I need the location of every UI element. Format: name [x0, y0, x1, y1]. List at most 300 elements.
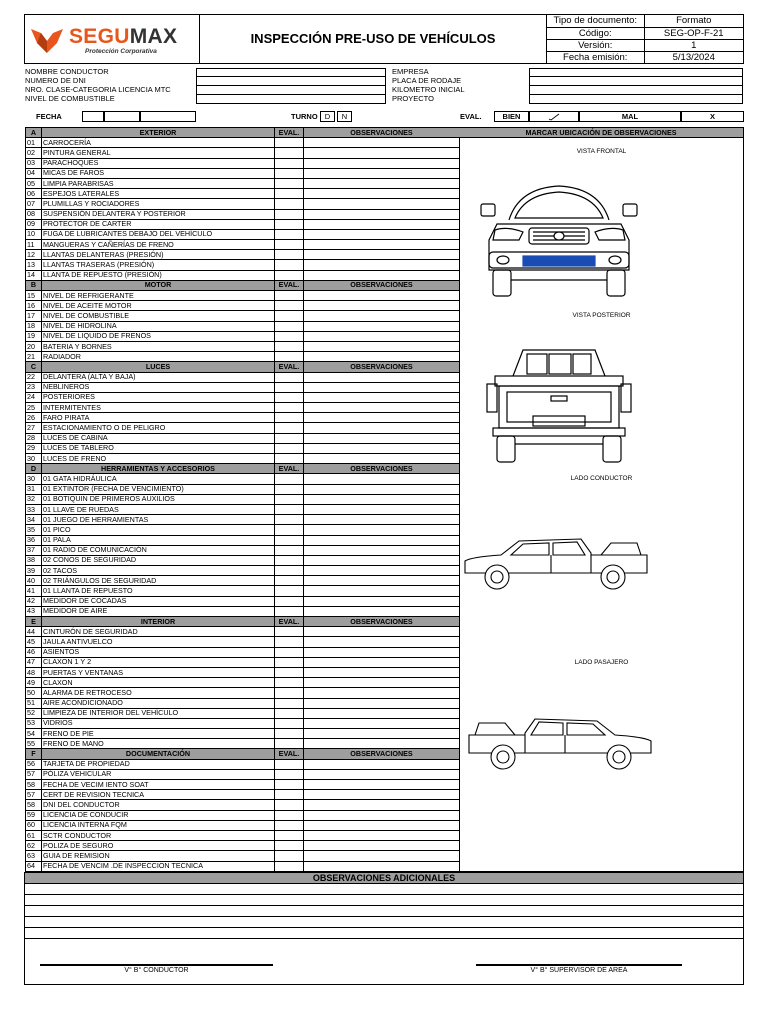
item-eval-cell[interactable]: [275, 209, 304, 219]
checklist-row: [26, 168, 460, 178]
section-header: [26, 749, 460, 759]
item-number: 28: [26, 433, 42, 443]
shift-night-box[interactable]: N: [337, 111, 352, 122]
item-number: 58: [26, 800, 42, 810]
item-observation-cell[interactable]: [304, 372, 460, 382]
item-observation-cell[interactable]: [304, 627, 460, 637]
item-number: 32: [26, 494, 42, 504]
vehicle-diagram-panel[interactable]: [459, 127, 744, 872]
checklist-row: [26, 790, 460, 800]
passenger-side-truck-icon[interactable]: [465, 713, 655, 775]
item-number: 13: [26, 260, 42, 270]
item-eval-cell[interactable]: [275, 413, 304, 423]
item-eval-cell[interactable]: [275, 566, 304, 576]
item-eval-cell[interactable]: [275, 657, 304, 667]
checklist-row: [26, 331, 460, 341]
section-header: [26, 362, 460, 372]
item-number: 42: [26, 596, 42, 606]
meta-row: Fecha emisión: 5/13/2024: [547, 51, 743, 63]
item-observation-cell[interactable]: [304, 199, 460, 209]
item-number: 19: [26, 331, 42, 341]
item-observation-cell[interactable]: [304, 423, 460, 433]
item-number: 59: [26, 810, 42, 820]
item-eval-cell[interactable]: [275, 535, 304, 545]
item-number: 18: [26, 321, 42, 331]
item-observation-cell[interactable]: [304, 729, 460, 739]
item-number: 54: [26, 729, 42, 739]
checklist-row: [26, 698, 460, 708]
item-eval-cell[interactable]: [275, 647, 304, 657]
item-observation-cell[interactable]: [304, 606, 460, 616]
item-number: 26: [26, 413, 42, 423]
item-observation-cell[interactable]: [304, 688, 460, 698]
item-observation-cell[interactable]: [304, 250, 460, 260]
item-eval-cell[interactable]: [275, 780, 304, 790]
item-number: 30: [26, 474, 42, 484]
item-eval-cell[interactable]: [275, 637, 304, 647]
item-number: 14: [26, 270, 42, 280]
item-observation-cell[interactable]: [304, 780, 460, 790]
item-description: POLIZA DE SEGURO: [42, 841, 275, 851]
item-description: CARROCERÍA: [42, 138, 275, 148]
item-number: 08: [26, 209, 42, 219]
item-observation-cell[interactable]: [304, 331, 460, 341]
item-eval-cell[interactable]: [275, 219, 304, 229]
item-description: VIDRIOS: [42, 718, 275, 728]
date-day-field[interactable]: [82, 111, 104, 122]
checklist-row: [26, 474, 460, 484]
license-field[interactable]: [196, 86, 386, 95]
item-eval-cell[interactable]: [275, 423, 304, 433]
checklist-row: [26, 321, 460, 331]
item-description: 02 CONOS DE SEGURIDAD: [42, 555, 275, 565]
item-number: 47: [26, 657, 42, 667]
item-observation-cell[interactable]: [304, 168, 460, 178]
item-observation-cell[interactable]: [304, 739, 460, 749]
item-eval-cell[interactable]: [275, 739, 304, 749]
rear-view-truck-icon[interactable]: [483, 346, 633, 466]
eval-bad-box[interactable]: X: [681, 111, 744, 122]
section-letter: B: [26, 280, 42, 290]
item-number: 41: [26, 586, 42, 596]
item-observation-cell[interactable]: [304, 504, 460, 514]
item-description: LIMPIEZA DE INTERIOR DEL VEHÍCULO: [42, 708, 275, 718]
item-number: 44: [26, 627, 42, 637]
item-description: FRENO DE MANO: [42, 739, 275, 749]
eval-bad-label: MAL: [579, 111, 681, 122]
item-number: 60: [26, 820, 42, 830]
item-eval-cell[interactable]: [275, 138, 304, 148]
checklist-row: [26, 138, 460, 148]
checklist-row: [26, 454, 460, 464]
item-description: PLUMILLAS Y ROCIADORES: [42, 199, 275, 209]
section-header: [26, 464, 460, 474]
checklist-row: [26, 708, 460, 718]
checklist-row: [26, 586, 460, 596]
dni-field[interactable]: [196, 77, 386, 86]
item-description: SUSPENSIÓN DELANTERA Y POSTERIOR: [42, 209, 275, 219]
item-number: 25: [26, 403, 42, 413]
item-observation-cell[interactable]: [304, 382, 460, 392]
item-observation-cell[interactable]: [304, 189, 460, 199]
item-eval-cell[interactable]: [275, 454, 304, 464]
item-description: AIRE ACONDICIONADO: [42, 698, 275, 708]
shift-day-box[interactable]: D: [320, 111, 335, 122]
item-observation-cell[interactable]: [304, 484, 460, 494]
item-eval-cell[interactable]: [275, 698, 304, 708]
item-eval-cell[interactable]: [275, 596, 304, 606]
item-number: 63: [26, 851, 42, 861]
item-description: FARO PIRATA: [42, 413, 275, 423]
item-observation-cell[interactable]: [304, 209, 460, 219]
item-observation-cell[interactable]: [304, 229, 460, 239]
item-observation-cell[interactable]: [304, 148, 460, 158]
item-description: 02 TACOS: [42, 566, 275, 576]
item-number: 57: [26, 790, 42, 800]
vehicle-info-fields[interactable]: [529, 68, 743, 104]
item-eval-cell[interactable]: [275, 790, 304, 800]
item-eval-cell[interactable]: [275, 494, 304, 504]
item-number: 45: [26, 637, 42, 647]
driver-side-truck-icon[interactable]: [461, 533, 651, 595]
item-eval-cell[interactable]: [275, 372, 304, 382]
item-eval-cell[interactable]: [275, 708, 304, 718]
item-observation-cell[interactable]: [304, 525, 460, 535]
item-number: 29: [26, 443, 42, 453]
checklist-row: [26, 209, 460, 219]
item-observation-cell[interactable]: [304, 566, 460, 576]
item-observation-cell[interactable]: [304, 820, 460, 830]
item-observation-cell[interactable]: [304, 158, 460, 168]
item-observation-cell[interactable]: [304, 790, 460, 800]
item-description: FECHA DE VECIM IENTO SOAT: [42, 780, 275, 790]
item-description: LICENCIA DE CONDUCIR: [42, 810, 275, 820]
item-description: 01 PICO: [42, 525, 275, 535]
item-observation-cell[interactable]: [304, 851, 460, 861]
item-observation-cell[interactable]: [304, 291, 460, 301]
item-observation-cell[interactable]: [304, 647, 460, 657]
section-letter: D: [26, 464, 42, 474]
item-eval-cell[interactable]: [275, 484, 304, 494]
item-observation-cell[interactable]: [304, 515, 460, 525]
checklist-row: [26, 688, 460, 698]
item-observation-cell[interactable]: [304, 219, 460, 229]
item-observation-cell[interactable]: [304, 352, 460, 362]
item-eval-cell[interactable]: [275, 545, 304, 555]
item-observation-cell[interactable]: [304, 474, 460, 484]
item-observation-cell[interactable]: [304, 260, 460, 270]
item-observation-cell[interactable]: [304, 403, 460, 413]
item-observation-cell[interactable]: [304, 861, 460, 871]
meta-row: Código: SEG-OP-F-21: [547, 27, 743, 39]
check-mark-icon: [547, 113, 561, 121]
item-description: PINTURA GENERAL: [42, 148, 275, 158]
item-description: PUERTAS Y VENTANAS: [42, 667, 275, 677]
item-eval-cell[interactable]: [275, 515, 304, 525]
item-description: MANGUERAS Y CAÑERÍAS DE FRENO: [42, 240, 275, 250]
item-observation-cell[interactable]: [304, 321, 460, 331]
item-observation-cell[interactable]: [304, 769, 460, 779]
brand-tagline: Protección Corporativa: [85, 48, 157, 55]
item-observation-cell[interactable]: [304, 494, 460, 504]
item-eval-cell[interactable]: [275, 841, 304, 851]
item-observation-cell[interactable]: [304, 830, 460, 840]
driver-signature-line[interactable]: V° B° CONDUCTOR: [40, 964, 273, 976]
item-eval-cell[interactable]: [275, 504, 304, 514]
item-number: 57: [26, 769, 42, 779]
item-number: 39: [26, 566, 42, 576]
item-number: 11: [26, 240, 42, 250]
item-observation-cell[interactable]: [304, 545, 460, 555]
item-eval-cell[interactable]: [275, 189, 304, 199]
item-description: RADIADOR: [42, 352, 275, 362]
item-observation-cell[interactable]: [304, 657, 460, 667]
item-eval-cell[interactable]: [275, 352, 304, 362]
item-number: 23: [26, 382, 42, 392]
meta-row: Versión: 1: [547, 39, 743, 51]
km-field[interactable]: [529, 86, 743, 95]
item-description: CLAXON 1 Y 2: [42, 657, 275, 667]
front-view-truck-icon[interactable]: [479, 180, 639, 298]
item-number: 34: [26, 515, 42, 525]
item-number: 12: [26, 250, 42, 260]
page-title: INSPECCIÓN PRE-USO DE VEHÍCULOS: [200, 15, 547, 63]
item-observation-cell[interactable]: [304, 392, 460, 402]
item-eval-cell[interactable]: [275, 810, 304, 820]
item-observation-cell[interactable]: [304, 240, 460, 250]
item-eval-cell[interactable]: [275, 667, 304, 677]
eval-column-header: EVAL.: [275, 464, 304, 474]
item-observation-cell[interactable]: [304, 718, 460, 728]
item-observation-cell[interactable]: [304, 555, 460, 565]
item-eval-cell[interactable]: [275, 229, 304, 239]
item-number: 03: [26, 158, 42, 168]
checklist-row: [26, 484, 460, 494]
item-eval-cell[interactable]: [275, 382, 304, 392]
checklist-row: [26, 392, 460, 402]
item-observation-cell[interactable]: [304, 454, 460, 464]
checklist-row: [26, 504, 460, 514]
checklist-row: [26, 158, 460, 168]
checklist-row: [26, 301, 460, 311]
checklist-row: [26, 637, 460, 647]
item-eval-cell[interactable]: [275, 718, 304, 728]
item-eval-cell[interactable]: [275, 586, 304, 596]
item-eval-cell[interactable]: [275, 168, 304, 178]
item-description: MEDIDOR DE COCADAS: [42, 596, 275, 606]
item-number: 38: [26, 555, 42, 565]
eval-column-header: EVAL.: [275, 749, 304, 759]
item-eval-cell[interactable]: [275, 301, 304, 311]
segumax-logo-icon: [31, 27, 63, 53]
checklist-row: [26, 627, 460, 637]
checklist-row: [26, 657, 460, 667]
item-eval-cell[interactable]: [275, 576, 304, 586]
date-month-field[interactable]: [104, 111, 140, 122]
item-eval-cell[interactable]: [275, 525, 304, 535]
eval-label: EVAL.: [460, 112, 482, 121]
item-eval-cell[interactable]: [275, 820, 304, 830]
item-observation-cell[interactable]: [304, 138, 460, 148]
item-eval-cell[interactable]: [275, 392, 304, 402]
item-observation-cell[interactable]: [304, 759, 460, 769]
item-observation-cell[interactable]: [304, 433, 460, 443]
item-eval-cell[interactable]: [275, 769, 304, 779]
item-eval-cell[interactable]: [275, 729, 304, 739]
project-field[interactable]: [529, 95, 743, 104]
item-description: DELANTERA (ALTA Y BAJA): [42, 372, 275, 382]
item-number: 33: [26, 504, 42, 514]
item-eval-cell[interactable]: [275, 321, 304, 331]
item-observation-cell[interactable]: [304, 178, 460, 188]
item-number: 15: [26, 291, 42, 301]
driver-side-label: LADO CONDUCTOR: [570, 475, 633, 482]
item-description: CLAXON: [42, 678, 275, 688]
item-eval-cell[interactable]: [275, 331, 304, 341]
item-observation-cell[interactable]: [304, 800, 460, 810]
item-eval-cell[interactable]: [275, 800, 304, 810]
item-number: 43: [26, 606, 42, 616]
item-observation-cell[interactable]: [304, 443, 460, 453]
item-description: 01 LLANTA DE REPUESTO: [42, 586, 275, 596]
item-eval-cell[interactable]: [275, 861, 304, 871]
item-eval-cell[interactable]: [275, 688, 304, 698]
item-eval-cell[interactable]: [275, 250, 304, 260]
item-number: 55: [26, 739, 42, 749]
item-number: 17: [26, 311, 42, 321]
item-number: 46: [26, 647, 42, 657]
item-number: 61: [26, 830, 42, 840]
item-number: 49: [26, 678, 42, 688]
section-title: MOTOR: [42, 280, 275, 290]
item-eval-cell[interactable]: [275, 851, 304, 861]
item-number: 52: [26, 708, 42, 718]
checklist-row: [26, 341, 460, 351]
checklist-row: [26, 769, 460, 779]
item-description: LICENCIA INTERNA FQM: [42, 820, 275, 830]
checklist-row: [26, 545, 460, 555]
item-observation-cell[interactable]: [304, 576, 460, 586]
item-number: 04: [26, 168, 42, 178]
plate-field[interactable]: [529, 77, 743, 86]
item-description: ESPEJOS LATERALES: [42, 189, 275, 199]
checklist-row: [26, 352, 460, 362]
item-number: 01: [26, 138, 42, 148]
supervisor-signature-line[interactable]: V° B° SUPERVISOR DE AREA: [476, 964, 682, 976]
item-number: 22: [26, 372, 42, 382]
checklist-row: [26, 403, 460, 413]
item-eval-cell[interactable]: [275, 199, 304, 209]
item-eval-cell[interactable]: [275, 627, 304, 637]
observation-line[interactable]: [25, 928, 743, 939]
item-number: 64: [26, 861, 42, 871]
checklist-row: [26, 260, 460, 270]
item-eval-cell[interactable]: [275, 555, 304, 565]
item-description: BATERIA Y BORNES: [42, 341, 275, 351]
observations-column-header: OBSERVACIONES: [304, 749, 460, 759]
section-title: HERRAMIENTAS Y ACCESORIOS: [42, 464, 275, 474]
item-eval-cell[interactable]: [275, 148, 304, 158]
eval-column-header: EVAL.: [275, 617, 304, 627]
eval-column-header: EVAL.: [275, 128, 304, 138]
item-eval-cell[interactable]: [275, 240, 304, 250]
item-observation-cell[interactable]: [304, 586, 460, 596]
item-observation-cell[interactable]: [304, 667, 460, 677]
item-eval-cell[interactable]: [275, 678, 304, 688]
item-observation-cell[interactable]: [304, 270, 460, 280]
item-description: PARACHOQUES: [42, 158, 275, 168]
item-description: LLANTAS DELANTERAS (PRESIÓN): [42, 250, 275, 260]
item-eval-cell[interactable]: [275, 403, 304, 413]
item-eval-cell[interactable]: [275, 443, 304, 453]
checklist-row: [26, 311, 460, 321]
item-eval-cell[interactable]: [275, 474, 304, 484]
observation-line[interactable]: [25, 917, 743, 928]
observation-line[interactable]: [25, 906, 743, 917]
observation-line[interactable]: [25, 884, 743, 895]
section-letter: A: [26, 128, 42, 138]
item-observation-cell[interactable]: [304, 637, 460, 647]
fecha-label: FECHA: [36, 112, 62, 121]
item-eval-cell[interactable]: [275, 291, 304, 301]
checklist-row: [26, 433, 460, 443]
item-observation-cell[interactable]: [304, 708, 460, 718]
item-description: 01 EXTINTOR (FECHA DE VENCIMIENTO): [42, 484, 275, 494]
item-observation-cell[interactable]: [304, 841, 460, 851]
date-year-field[interactable]: [140, 111, 196, 122]
item-eval-cell[interactable]: [275, 158, 304, 168]
observation-line[interactable]: [25, 895, 743, 906]
item-eval-cell[interactable]: [275, 830, 304, 840]
item-observation-cell[interactable]: [304, 698, 460, 708]
item-description: FECHA DE VENCIM .DE INSPECCION TECNICA: [42, 861, 275, 871]
item-observation-cell[interactable]: [304, 596, 460, 606]
driver-name-field[interactable]: [196, 68, 386, 77]
item-eval-cell[interactable]: [275, 606, 304, 616]
checklist-row: [26, 596, 460, 606]
checklist-row: [26, 178, 460, 188]
item-description: PÓLIZA VEHICULAR: [42, 769, 275, 779]
item-eval-cell[interactable]: [275, 311, 304, 321]
driver-info-fields[interactable]: [196, 68, 386, 104]
checklist-row: [26, 525, 460, 535]
item-eval-cell[interactable]: [275, 260, 304, 270]
eval-column-header: EVAL.: [275, 280, 304, 290]
item-observation-cell[interactable]: [304, 678, 460, 688]
item-observation-cell[interactable]: [304, 810, 460, 820]
turno-label: TURNO: [291, 112, 318, 121]
item-eval-cell[interactable]: [275, 759, 304, 769]
company-field[interactable]: [529, 68, 743, 77]
item-eval-cell[interactable]: [275, 433, 304, 443]
section-letter: E: [26, 617, 42, 627]
item-observation-cell[interactable]: [304, 413, 460, 423]
fuel-level-field[interactable]: [196, 95, 386, 104]
item-eval-cell[interactable]: [275, 341, 304, 351]
item-eval-cell[interactable]: [275, 270, 304, 280]
item-eval-cell[interactable]: [275, 178, 304, 188]
section-header: [26, 617, 460, 627]
item-observation-cell[interactable]: [304, 535, 460, 545]
item-description: NIVEL DE LIQUIDO DE FRENOS: [42, 331, 275, 341]
eval-good-box[interactable]: [529, 111, 579, 122]
item-observation-cell[interactable]: [304, 311, 460, 321]
item-observation-cell[interactable]: [304, 341, 460, 351]
checklist-row: [26, 739, 460, 749]
checklist-row: [26, 535, 460, 545]
item-observation-cell[interactable]: [304, 301, 460, 311]
item-description: NIVEL DE ACEITE MOTOR: [42, 301, 275, 311]
